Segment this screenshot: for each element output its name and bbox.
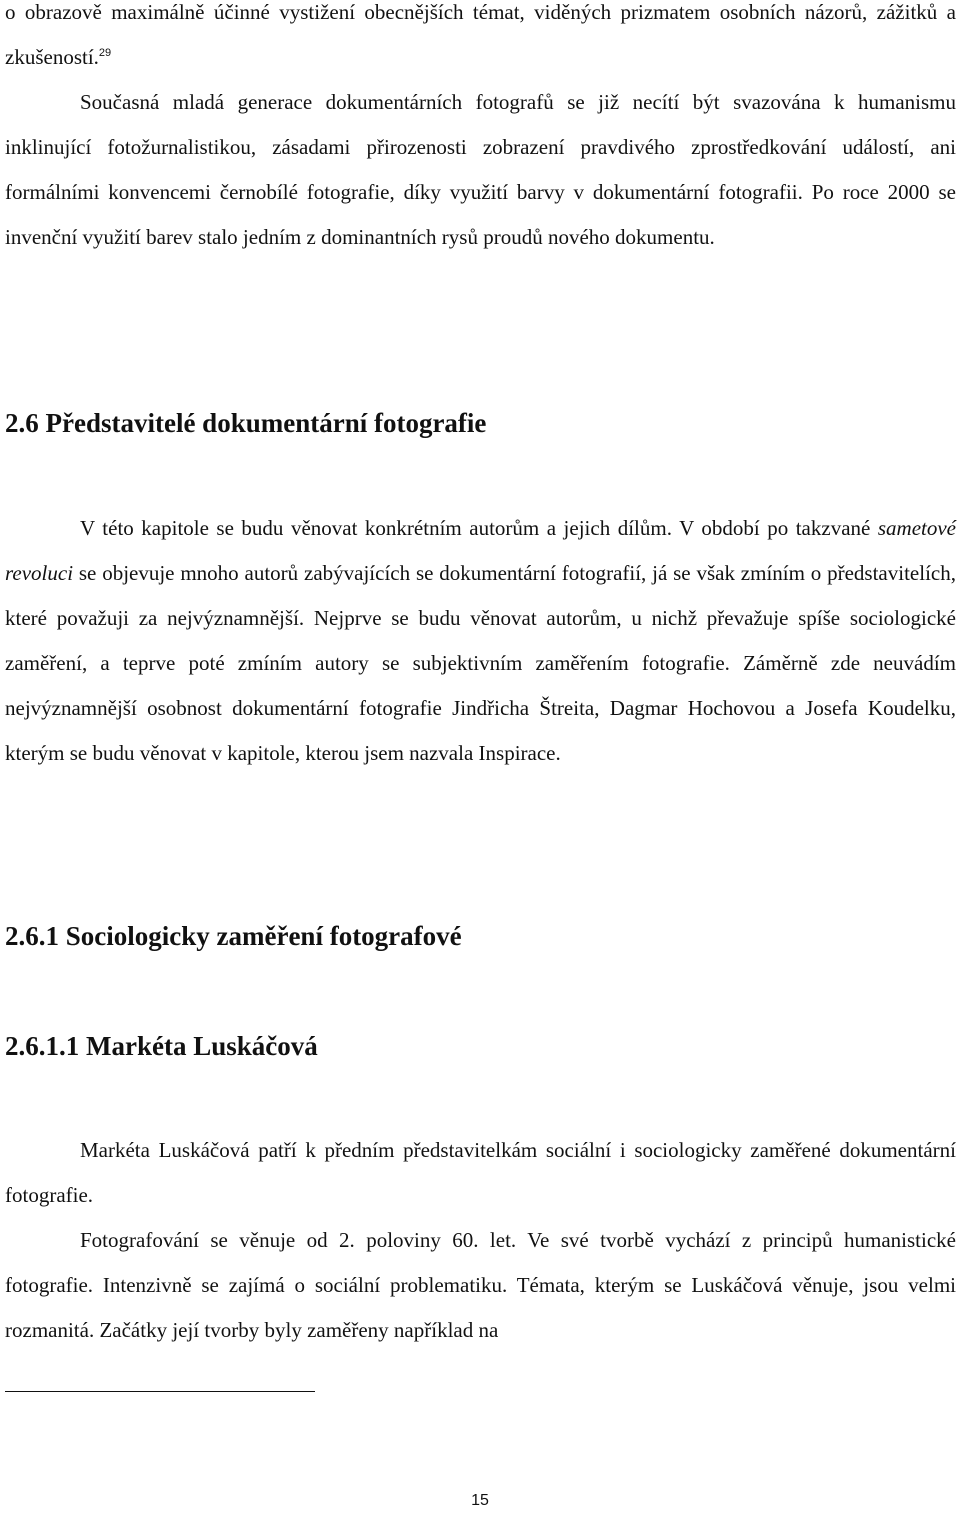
paragraph-italic-term: sametové revoluci [5,516,956,585]
section-heading: 2.6 Představitelé dokumentární fotografie [5,408,487,438]
paragraph-text: o obrazově maximálně účinné vystižení obecnějších témat, viděných prizmatem osobních názorů, zážitků a zkušeností. [5,0,956,69]
page-number: 15 [471,1492,489,1509]
paragraph-young-generation: Současná mladá generace dokumentárních fotografů se již necítí být svazována k humanismu inklinující fotožurnalistikou, zásadami přirozenosti zobrazení pravdivého zprostředkování událostí, ani formálními konvencemi černobílé fotografie, díky využití barvy v dokumentární fotografii. Po roce 2000 se invenční využití barev stalo jedním z dominantních rysů proudů nového dokumentu. [5,90,956,249]
footnote-reference: 29 [98,47,112,59]
subsubsection-heading: 2.6.1.1 Markéta Luskáčová [5,1031,318,1061]
paragraph-text-part2: se objevuje mnoho autorů zabývajících se dokumentární fotografií, já se však zmíním o představitelích, které považuji za nejvýznamnější. Nejprve se budu věnovat autorům, u nichž převažuje spíše sociologické zaměření, a teprve poté zmíním autory se subjektivním zaměřením fotografie. Záměrně zde neuvádím nejvýznamnější osobnost dokumentární fotografie Jindřicha Štreita, Dagmar Hochovou a Josefa Koudelku, kterým se budu věnovat v kapitole, kterou jsem nazvala Inspirace. [5,561,956,765]
paragraph-luskacova-work: Fotografování se věnuje od 2. poloviny 60. let. Ve své tvorbě vychází z principů humanistické fotografie. Intenzivně se zajímá o sociální problematiku. Témata, kterým se Luskáčová věnuje, jsou velmi rozmanitá. Začátky její tvorby byly zaměřeny například na [5,1228,956,1342]
paragraph-luskacova-intro: Markéta Luskáčová patří k předním představitelkám sociální i sociologicky zaměřené dokumentární fotografie. [5,1138,956,1207]
subsection-heading: 2.6.1 Sociologicky zaměření fotografové [5,921,462,951]
paragraph-chapter-intro [5,506,956,776]
paragraph-continuation [5,0,956,80]
paragraph-text-part1: V této kapitole se budu věnovat konkrétním autorům a jejich dílům. V období po takzvané [80,516,878,540]
footnote-separator [5,1391,315,1392]
